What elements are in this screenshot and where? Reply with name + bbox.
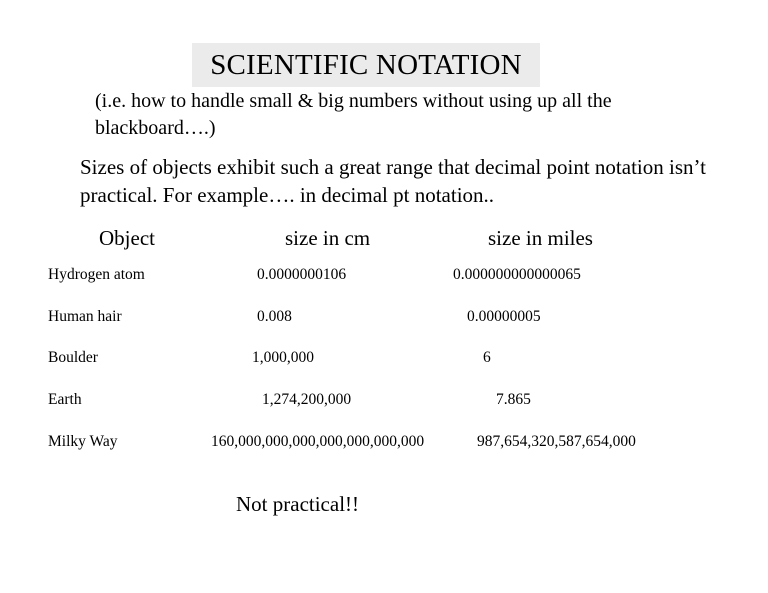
row-size-miles: 6 [483,349,491,366]
subtitle: (i.e. how to handle small & big numbers without using up all the blackboard….) [95,90,612,139]
row-size-cm: 160,000,000,000,000,000,000,000 [211,433,425,450]
footer-note: Not practical!! [236,492,360,516]
title-box [192,43,540,87]
row-object: Boulder [48,349,98,366]
row-size-miles: 7.865 [496,391,531,408]
page-title: SCIENTIFIC NOTATION [210,48,522,81]
table-row [0,349,768,371]
column-header-object: Object [99,226,155,250]
row-size-cm: 0.008 [257,308,292,325]
row-object: Human hair [48,308,122,325]
table-row [0,266,768,288]
row-size-cm: 1,000,000 [252,349,314,366]
table-row [0,308,768,330]
intro-paragraph: Sizes of objects exhibit such a great range that decimal point notation isn’t practical. For example…. in decimal pt notation.. [80,155,706,207]
row-size-miles: 0.00000005 [467,308,541,325]
table-row [0,433,768,455]
row-size-miles: 987,654,320,587,654,000 [477,433,636,450]
row-size-cm: 1,274,200,000 [262,391,352,408]
table-row [0,391,768,413]
column-header-size-miles: size in miles [488,226,593,250]
column-header-size-cm: size in cm [285,226,371,250]
row-size-cm: 0.0000000106 [257,266,347,283]
row-object: Hydrogen atom [48,266,145,283]
row-object: Milky Way [48,433,118,450]
row-object: Earth [48,391,82,408]
row-size-miles: 0.000000000000065 [453,266,581,283]
